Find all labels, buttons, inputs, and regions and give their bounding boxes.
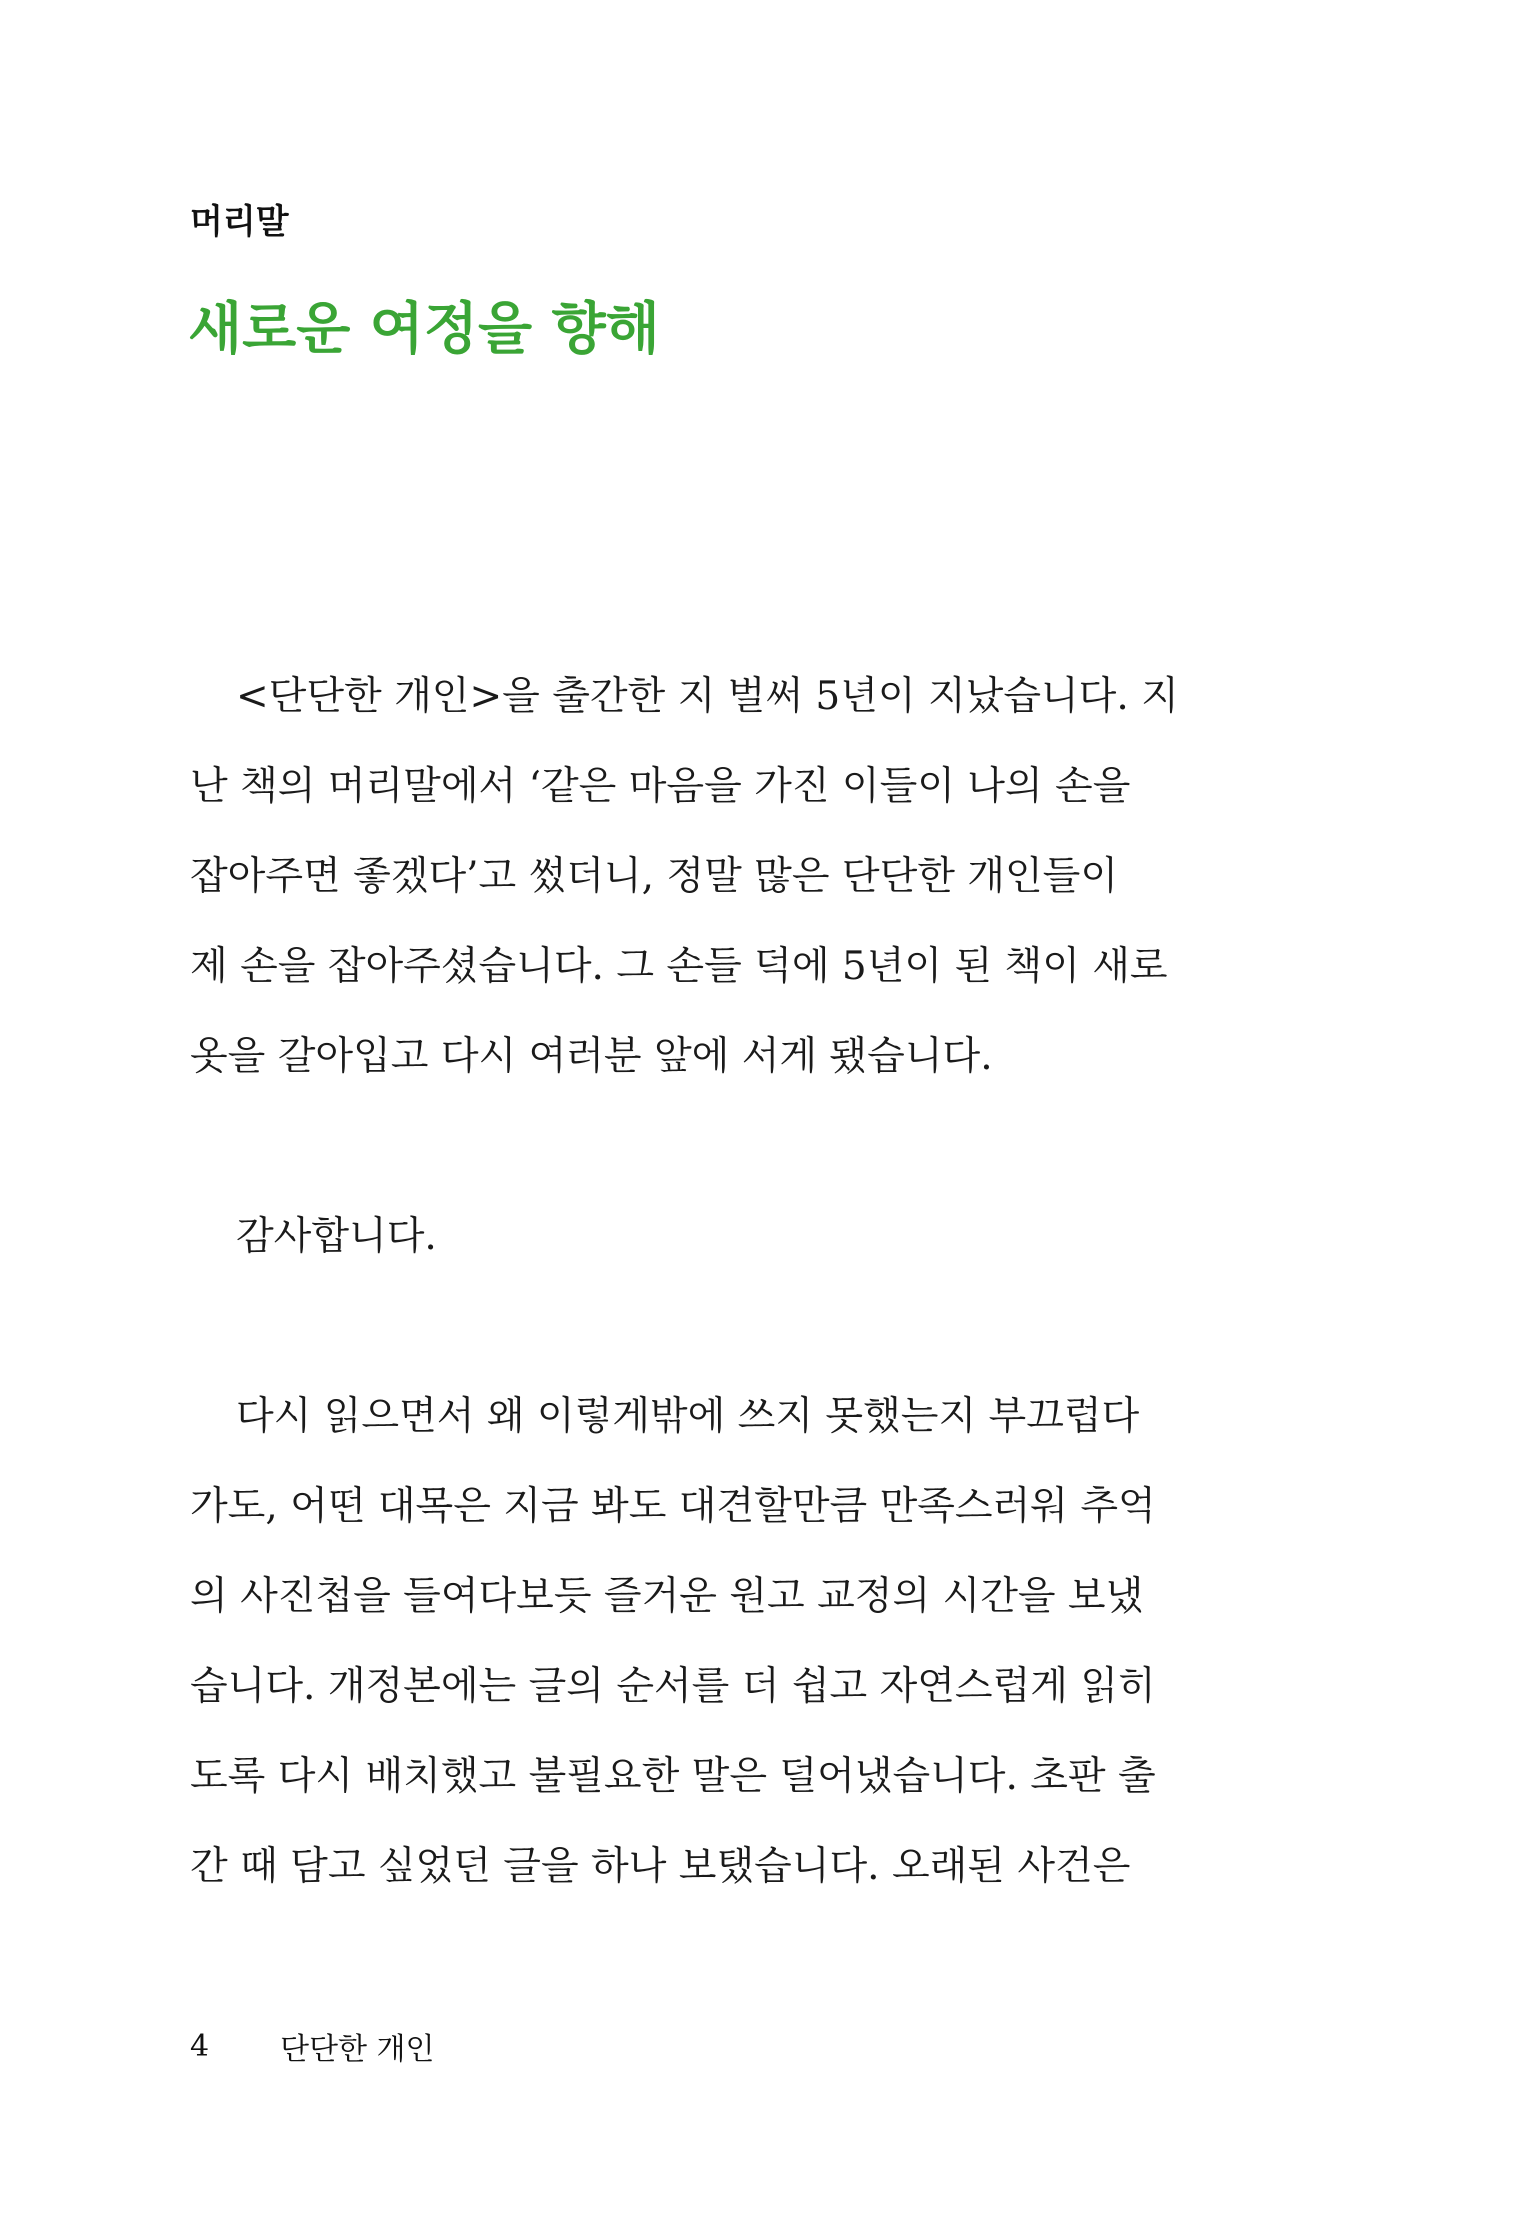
page-title: 새로운 여정을 향해 <box>188 297 660 362</box>
paragraph-spacer <box>190 1282 1230 1372</box>
text-line: 가도, 어떤 대목은 지금 봐도 대견할만큼 만족스러워 추억 <box>190 1484 1156 1529</box>
text-line: 옷을 갈아입고 다시 여러분 앞에 서게 됐습니다. <box>190 1034 993 1079</box>
text-line: 습니다. 개정본에는 글의 순서를 더 쉽고 자연스럽게 읽히 <box>190 1664 1156 1709</box>
text-line: <단단한 개인>을 출간한 지 벌써 5년이 지났습니다. 지 <box>236 674 1179 719</box>
text-line: 잡아주면 좋겠다’고 썼더니, 정말 많은 단단한 개인들이 <box>190 854 1119 899</box>
paragraph-2 <box>190 1192 1230 1282</box>
text-line: 다시 읽으면서 왜 이렇게밖에 쓰지 못했는지 부끄럽다 <box>236 1394 1140 1439</box>
running-book-title: 단단한 개인 <box>280 2032 435 2067</box>
paragraph-spacer <box>190 1102 1230 1192</box>
page-footer <box>190 2024 434 2068</box>
text-line: 제 손을 잡아주셨습니다. 그 손들 덕에 5년이 된 책이 새로 <box>190 944 1168 989</box>
text-line: 감사합니다. <box>236 1214 437 1259</box>
text-line: 간 때 담고 싶었던 글을 하나 보탰습니다. 오래된 사건은 <box>190 1844 1131 1889</box>
page-number: 4 <box>190 2028 210 2064</box>
text-line: 의 사진첩을 들여다보듯 즐거운 원고 교정의 시간을 보냈 <box>190 1574 1144 1619</box>
paragraph-1 <box>190 652 1230 1102</box>
body-text <box>190 652 1230 1912</box>
paragraph-3 <box>190 1372 1230 1912</box>
section-label: 머리말 <box>190 202 289 242</box>
text-line: 도록 다시 배치했고 불필요한 말은 덜어냈습니다. 초판 출 <box>190 1754 1156 1799</box>
text-line: 난 책의 머리말에서 ‘같은 마음을 가진 이들이 나의 손을 <box>190 764 1131 809</box>
